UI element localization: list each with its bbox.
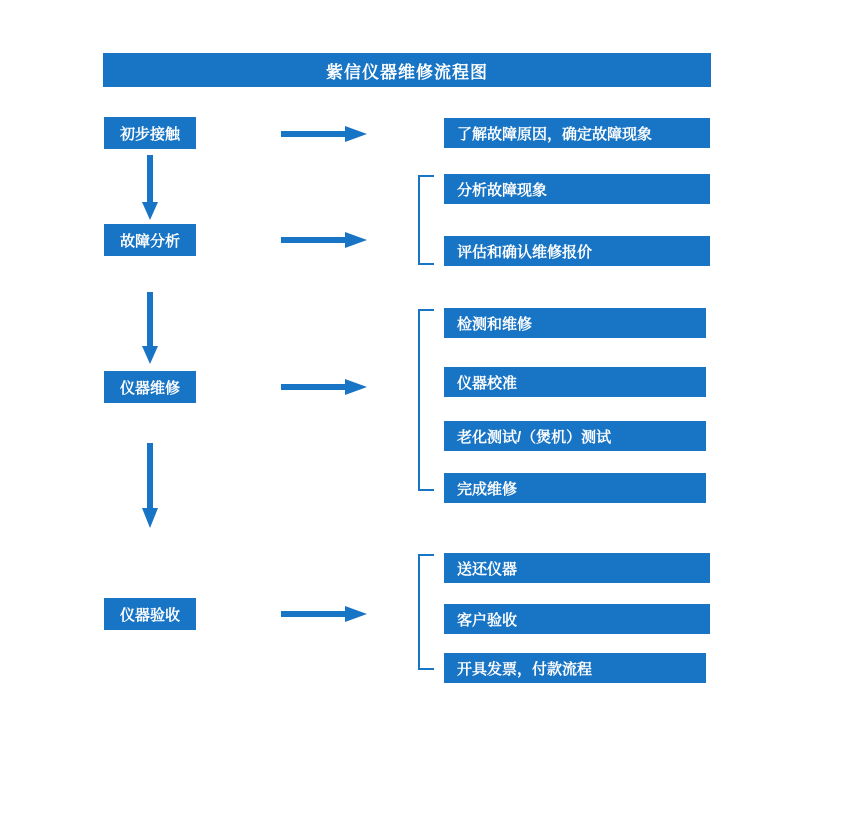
detail-label-3-3: 老化测试/（煲机）测试 [457,428,612,446]
stage-box-1 [104,117,196,149]
right-arrow-icon-2 [281,232,367,248]
detail-label-4-1: 送还仪器 [457,560,518,578]
detail-box-3-4 [444,473,706,503]
detail-label-3-1: 检测和维修 [457,315,533,333]
right-arrow-icon-3 [281,379,367,395]
detail-label-4-3: 开具发票，付款流程 [457,660,593,678]
detail-box-3-2 [444,367,706,397]
stage-box-2 [104,224,196,256]
brace-connector-icon-4 [418,554,434,670]
detail-label-1-1: 了解故障原因，确定故障现象 [457,125,653,143]
detail-box-3-3 [444,421,706,451]
down-arrow-icon-2 [139,292,161,364]
page-title: 紫信仪器维修流程图 [103,53,711,87]
stage-box-4 [104,598,196,630]
detail-box-3-1 [444,308,706,338]
detail-box-1-1 [444,118,710,148]
detail-label-2-1: 分析故障现象 [457,181,548,199]
detail-label-3-4: 完成维修 [457,480,518,498]
detail-box-2-2 [444,236,710,266]
detail-box-2-1 [444,174,710,204]
stage-label-1: 初步接触 [119,125,180,143]
stage-box-3 [104,371,196,403]
detail-box-4-3 [444,653,706,683]
brace-connector-icon-2 [418,175,434,265]
stage-label-3: 仪器维修 [119,379,180,397]
detail-label-4-2: 客户验收 [457,611,518,629]
detail-label-3-2: 仪器校准 [457,374,518,392]
detail-box-4-2 [444,604,710,634]
detail-label-2-2: 评估和确认维修报价 [457,243,593,261]
stage-label-2: 故障分析 [119,232,180,250]
down-arrow-icon-3 [139,443,161,528]
detail-box-4-1 [444,553,710,583]
stage-label-4: 仪器验收 [119,606,180,624]
brace-connector-icon-3 [418,309,434,491]
down-arrow-icon-1 [139,155,161,220]
right-arrow-icon-4 [281,606,367,622]
right-arrow-icon-1 [281,126,367,142]
